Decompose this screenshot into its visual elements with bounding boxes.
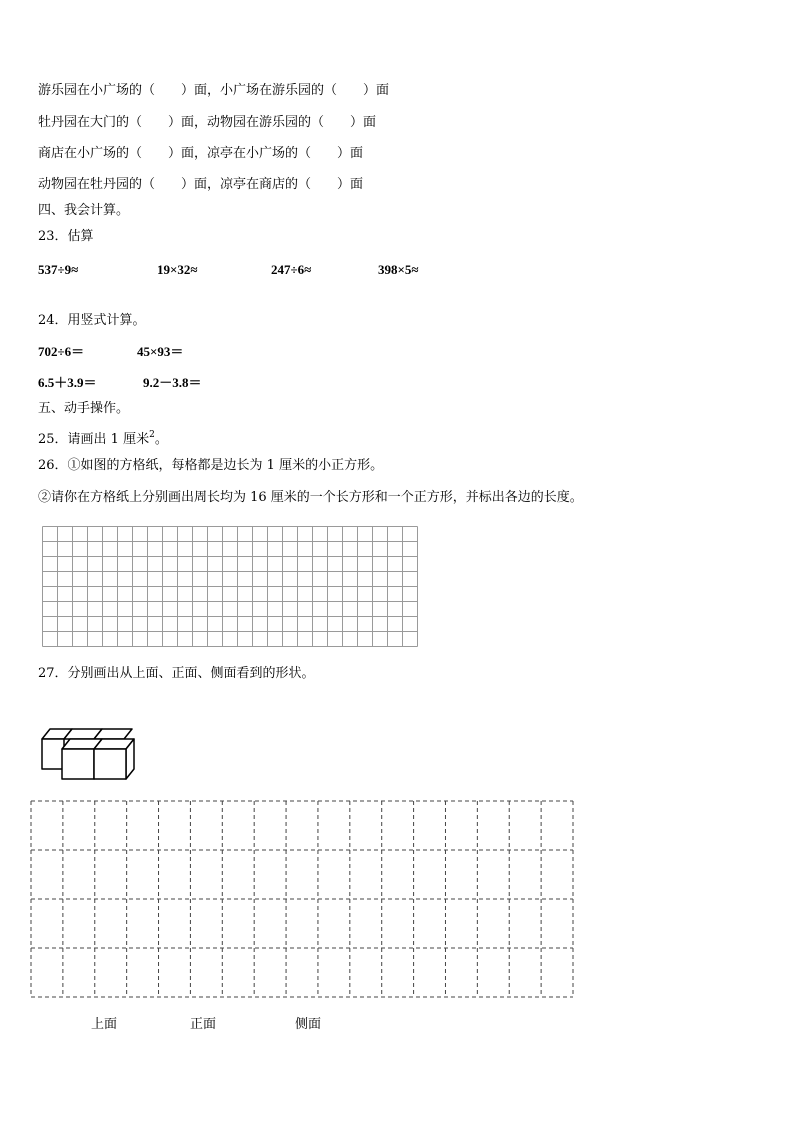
- square-grid-paper[interactable]: [42, 526, 418, 647]
- question-25-text: 25．请画出 1 厘米: [38, 432, 150, 447]
- estimate-item-1: 537÷9≈: [38, 262, 79, 277]
- view-label-top: 上面: [91, 1017, 118, 1032]
- direction-line-2: 牡丹园在大门的（ ）面，动物园在游乐园的（ ）面: [38, 115, 377, 130]
- question-25-end: 。: [154, 432, 168, 447]
- question-25: [38, 427, 168, 448]
- question-26-line-2: ②请你在方格纸上分别画出周长均为 16 厘米的一个长方形和一个正方形，并标出各边的长度。: [38, 490, 583, 505]
- estimate-item-3: 247÷6≈: [271, 262, 312, 277]
- cube-front-left-face: [62, 749, 94, 779]
- cube-front-right-face: [94, 749, 126, 779]
- section-four-heading: 四、我会计算。: [38, 203, 130, 218]
- vertical-calc-3: 6.5＋3.9＝: [38, 375, 97, 390]
- question-23-label: 23．估算: [38, 229, 94, 244]
- question-26-line-1: 26．①如图的方格纸，每格都是边长为 1 厘米的小正方形。: [38, 458, 384, 473]
- vertical-calc-4: 9.2－3.8＝: [143, 375, 202, 390]
- cube-figure: [40, 727, 144, 781]
- direction-line-3: 商店在小广场的（ ）面，凉亭在小广场的（ ）面: [38, 146, 364, 161]
- vertical-calc-1: 702÷6＝: [38, 344, 85, 359]
- section-five-heading: 五、动手操作。: [38, 401, 130, 416]
- dashed-drawing-grid[interactable]: [30, 800, 574, 998]
- view-label-side: 侧面: [295, 1017, 322, 1032]
- view-label-front: 正面: [190, 1017, 217, 1032]
- estimate-item-4: 398×5≈: [378, 262, 419, 277]
- question-27-text: 27．分别画出从上面、正面、侧面看到的形状。: [38, 666, 315, 681]
- estimate-item-2: 19×32≈: [157, 262, 198, 277]
- cube-back-left-front: [42, 739, 64, 769]
- direction-line-1: 游乐园在小广场的（ ）面，小广场在游乐园的（ ）面: [38, 83, 390, 98]
- direction-line-4: 动物园在牡丹园的（ ）面，凉亭在商店的（ ）面: [38, 177, 364, 192]
- question-25-sup: 2: [149, 430, 155, 440]
- question-24-label: 24．用竖式计算。: [38, 313, 146, 328]
- vertical-calc-2: 45×93＝: [137, 344, 184, 359]
